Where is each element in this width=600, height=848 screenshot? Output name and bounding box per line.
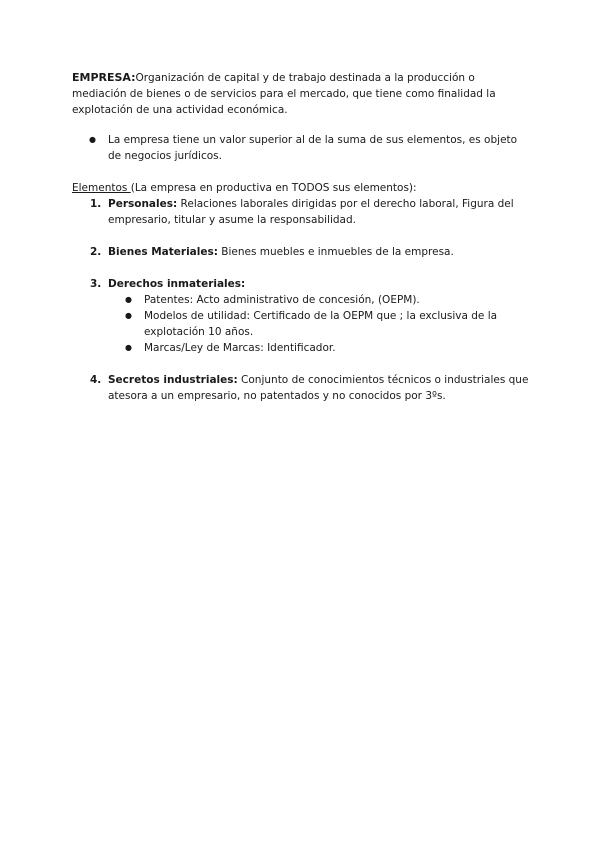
element-item-personales bbox=[90, 196, 532, 228]
bullet-item: ● La empresa tiene un valor superior al de la suma de sus elementos, es objeto de negocios jurídicos. bbox=[108, 132, 532, 164]
element-item-secretos-industriales bbox=[90, 372, 532, 404]
intro-definition: Organización de capital y de trabajo destinada a la producción o mediación de bienes o de servicios para el mercado, que tiene como finalidad la explotación de una actividad económica. bbox=[72, 72, 496, 116]
item-number: 1. bbox=[90, 198, 102, 210]
sub-item-marcas: ● Marcas/Ley de Marcas: Identificador. bbox=[144, 340, 532, 356]
intro-term: EMPRESA: bbox=[72, 71, 136, 84]
intro-paragraph bbox=[72, 70, 532, 118]
element-item-derechos-inmateriales bbox=[90, 276, 532, 356]
elements-heading bbox=[72, 180, 532, 196]
sub-item-patentes: ● Patentes: Acto administrativo de concesión, (OEPM). bbox=[144, 292, 532, 308]
bullet-list bbox=[72, 132, 532, 164]
elements-list bbox=[72, 196, 532, 404]
item-number: 4. bbox=[90, 374, 102, 386]
item-title: Secretos industriales: bbox=[108, 374, 238, 386]
elements-heading-label: Elementos bbox=[72, 182, 131, 194]
sub-item-modelos-utilidad: ● Modelos de utilidad: Certificado de la OEPM que ; la exclusiva de la explotación 10 años. bbox=[144, 308, 532, 340]
item-text: Conjunto de conocimientos técnicos o industriales que atesora a un empresario, no patentados y no conocidos por 3ºs. bbox=[108, 374, 529, 402]
element-item-bienes-materiales bbox=[90, 244, 532, 260]
item-text: Relaciones laborales dirigidas por el derecho laboral, Figura del empresario, titular y asume la responsabilidad. bbox=[108, 198, 514, 226]
item-title: Derechos inmateriales: bbox=[108, 278, 246, 290]
elements-heading-note: (La empresa en productiva en TODOS sus elementos): bbox=[130, 182, 417, 194]
item-number: 3. bbox=[90, 278, 102, 290]
item-text: Bienes muebles e inmuebles de la empresa. bbox=[217, 246, 454, 258]
item-title: Personales: bbox=[108, 198, 178, 210]
sub-list bbox=[108, 292, 532, 356]
item-number: 2. bbox=[90, 246, 102, 258]
item-title: Bienes Materiales: bbox=[108, 246, 218, 258]
document-page bbox=[72, 70, 532, 420]
